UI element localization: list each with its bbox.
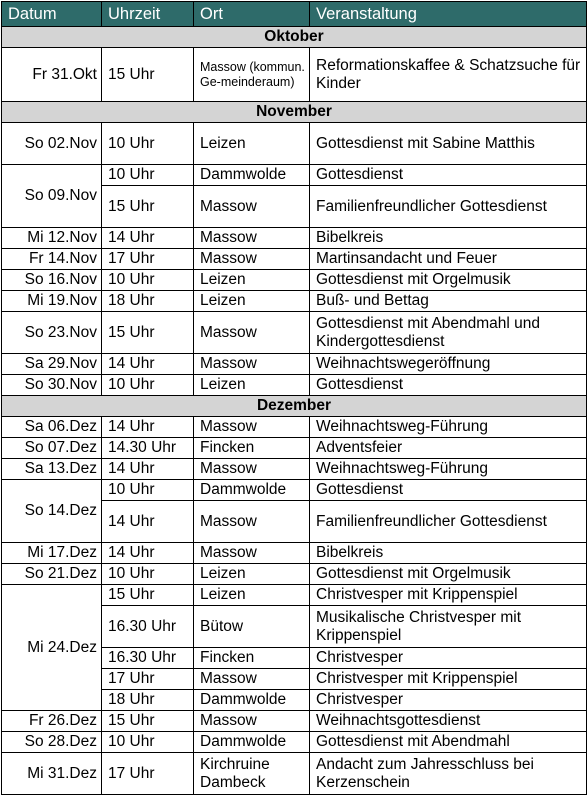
place-cell: Leizen <box>194 291 310 312</box>
place-cell: Dammwolde <box>194 165 310 186</box>
place-cell: Massow <box>194 669 310 690</box>
table-row <box>2 48 587 102</box>
event-cell: Christvesper mit Krippenspiel <box>310 585 587 606</box>
event-cell: Weihnachtsweg-Führung <box>310 459 587 480</box>
time-cell: 10 Uhr <box>102 270 194 291</box>
event-cell: Adventsfeier <box>310 438 587 459</box>
table-row <box>2 459 587 480</box>
place-cell: Massow <box>194 417 310 438</box>
date-cell: Mi 12.Nov <box>2 228 102 249</box>
place-cell: Fincken <box>194 648 310 669</box>
place-cell: Leizen <box>194 564 310 585</box>
table-row <box>2 291 587 312</box>
time-cell: 10 Uhr <box>102 732 194 753</box>
time-cell: 18 Uhr <box>102 690 194 711</box>
table-row <box>2 312 587 354</box>
date-cell: So 14.Dez <box>2 480 102 543</box>
event-cell: Musikalische Christvesper mit Krippenspiel <box>310 606 587 648</box>
event-cell: Gottesdienst mit Orgelmusik <box>310 564 587 585</box>
event-cell: Weihnachtsgottesdienst <box>310 711 587 732</box>
event-cell: Familienfreundlicher Gottesdienst <box>310 186 587 228</box>
date-cell: So 28.Dez <box>2 732 102 753</box>
date-cell: Mi 17.Dez <box>2 543 102 564</box>
header-event: Veranstaltung <box>310 2 587 27</box>
table-row <box>2 543 587 564</box>
place-cell: Massow <box>194 312 310 354</box>
time-cell: 14 Uhr <box>102 459 194 480</box>
time-cell: 15 Uhr <box>102 48 194 102</box>
place-cell: Massow <box>194 711 310 732</box>
date-cell: So 23.Nov <box>2 312 102 354</box>
place-cell: Dammwolde <box>194 690 310 711</box>
event-cell: Gottesdienst mit Abendmahl <box>310 732 587 753</box>
time-cell: 14 Uhr <box>102 417 194 438</box>
time-cell: 10 Uhr <box>102 375 194 396</box>
schedule-body <box>2 27 587 795</box>
place-cell: Massow <box>194 249 310 270</box>
table-row <box>2 165 587 186</box>
table-row <box>2 417 587 438</box>
month-row <box>2 396 587 417</box>
event-cell: Buß- und Bettag <box>310 291 587 312</box>
event-cell: Gottesdienst <box>310 375 587 396</box>
event-cell: Weihnachtsweg-Führung <box>310 417 587 438</box>
event-cell: Bibelkreis <box>310 543 587 564</box>
event-cell: Christvesper <box>310 648 587 669</box>
table-row <box>2 354 587 375</box>
table-row <box>2 732 587 753</box>
time-cell: 14 Uhr <box>102 501 194 543</box>
date-cell: Mi 24.Dez <box>2 585 102 711</box>
date-cell: Mi 31.Dez <box>2 753 102 795</box>
time-cell: 10 Uhr <box>102 165 194 186</box>
place-cell: Massow (kommun. Ge-meinderaum) <box>194 48 310 102</box>
time-cell: 14 Uhr <box>102 228 194 249</box>
time-cell: 17 Uhr <box>102 753 194 795</box>
table-row <box>2 375 587 396</box>
time-cell: 10 Uhr <box>102 480 194 501</box>
place-cell: Massow <box>194 459 310 480</box>
time-cell: 17 Uhr <box>102 249 194 270</box>
event-cell: Gottesdienst <box>310 165 587 186</box>
time-cell: 15 Uhr <box>102 711 194 732</box>
place-cell: Massow <box>194 543 310 564</box>
table-row <box>2 711 587 732</box>
date-cell: So 21.Dez <box>2 564 102 585</box>
month-heading: Dezember <box>2 396 587 417</box>
table-row <box>2 585 587 606</box>
place-cell: Bütow <box>194 606 310 648</box>
time-cell: 15 Uhr <box>102 585 194 606</box>
event-cell: Gottesdienst <box>310 480 587 501</box>
date-cell: Fr 26.Dez <box>2 711 102 732</box>
date-cell: So 02.Nov <box>2 123 102 165</box>
table-row <box>2 270 587 291</box>
date-cell: So 16.Nov <box>2 270 102 291</box>
event-schedule-table <box>1 1 587 795</box>
date-cell: Mi 19.Nov <box>2 291 102 312</box>
date-cell: Fr 14.Nov <box>2 249 102 270</box>
place-cell: Massow <box>194 186 310 228</box>
table-row <box>2 228 587 249</box>
header-row <box>2 2 587 27</box>
time-cell: 15 Uhr <box>102 312 194 354</box>
time-cell: 14.30 Uhr <box>102 438 194 459</box>
date-cell: So 30.Nov <box>2 375 102 396</box>
month-row <box>2 102 587 123</box>
place-cell: Dammwolde <box>194 480 310 501</box>
time-cell: 16.30 Uhr <box>102 606 194 648</box>
event-cell: Gottesdienst mit Abendmahl und Kindergottesdienst <box>310 312 587 354</box>
place-cell: Dammwolde <box>194 732 310 753</box>
table-row <box>2 123 587 165</box>
place-cell: Kirchruine Dambeck <box>194 753 310 795</box>
table-row <box>2 753 587 795</box>
place-cell: Massow <box>194 501 310 543</box>
date-cell: Sa 13.Dez <box>2 459 102 480</box>
event-cell: Reformationskaffee & Schatzsuche für Kinder <box>310 48 587 102</box>
table-row <box>2 480 587 501</box>
place-cell: Leizen <box>194 585 310 606</box>
place-cell: Massow <box>194 228 310 249</box>
time-cell: 14 Uhr <box>102 543 194 564</box>
time-cell: 18 Uhr <box>102 291 194 312</box>
time-cell: 15 Uhr <box>102 186 194 228</box>
month-heading: Oktober <box>2 27 587 48</box>
date-cell: Sa 06.Dez <box>2 417 102 438</box>
table-row <box>2 438 587 459</box>
place-cell: Leizen <box>194 270 310 291</box>
event-cell: Gottesdienst mit Sabine Matthis <box>310 123 587 165</box>
event-cell: Familienfreundlicher Gottesdienst <box>310 501 587 543</box>
event-cell: Martinsandacht und Feuer <box>310 249 587 270</box>
event-cell: Andacht zum Jahresschluss bei Kerzenschein <box>310 753 587 795</box>
time-cell: 10 Uhr <box>102 564 194 585</box>
place-cell: Leizen <box>194 375 310 396</box>
month-row <box>2 27 587 48</box>
event-cell: Christvesper mit Krippenspiel <box>310 669 587 690</box>
date-cell: So 07.Dez <box>2 438 102 459</box>
place-cell: Fincken <box>194 438 310 459</box>
place-cell: Massow <box>194 354 310 375</box>
date-cell: Sa 29.Nov <box>2 354 102 375</box>
time-cell: 14 Uhr <box>102 354 194 375</box>
date-cell: So 09.Nov <box>2 165 102 228</box>
event-cell: Bibelkreis <box>310 228 587 249</box>
event-cell: Christvesper <box>310 690 587 711</box>
table-row <box>2 564 587 585</box>
time-cell: 16.30 Uhr <box>102 648 194 669</box>
header-time: Uhrzeit <box>102 2 194 27</box>
event-cell: Gottesdienst mit Orgelmusik <box>310 270 587 291</box>
table-row <box>2 249 587 270</box>
month-heading: November <box>2 102 587 123</box>
date-cell: Fr 31.Okt <box>2 48 102 102</box>
time-cell: 10 Uhr <box>102 123 194 165</box>
event-cell: Weihnachtswegeröffnung <box>310 354 587 375</box>
header-place: Ort <box>194 2 310 27</box>
time-cell: 17 Uhr <box>102 669 194 690</box>
header-date: Datum <box>2 2 102 27</box>
place-cell: Leizen <box>194 123 310 165</box>
